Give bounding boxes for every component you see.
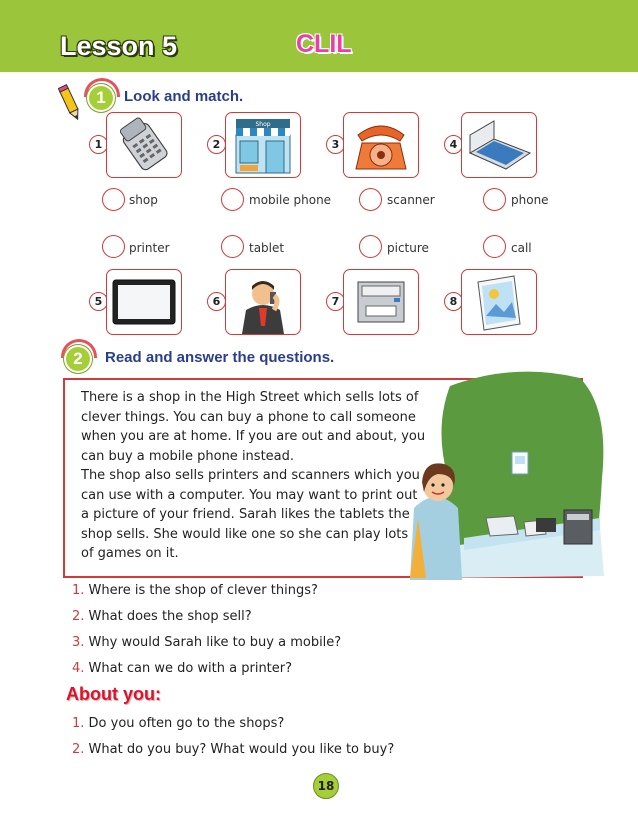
scanner-icon <box>462 113 536 177</box>
passage-line: shop sells. She would like one so she can play lots <box>81 526 409 542</box>
picture-box-4[interactable] <box>461 112 537 178</box>
lesson-title: Lesson 5 <box>60 31 178 61</box>
tablet-icon <box>107 270 181 334</box>
question-number: 1. <box>72 583 85 598</box>
question-text: What do you buy? What would you like to buy? <box>88 742 395 757</box>
answer-circle[interactable] <box>221 235 244 258</box>
about-question-item <box>72 742 394 757</box>
word-option: scanner <box>387 193 435 207</box>
subject-label: CLIL <box>296 30 352 58</box>
picture-box-5[interactable] <box>106 269 182 335</box>
passage-line: The shop also sells printers and scanners which you <box>81 468 420 483</box>
word-option: tablet <box>249 241 285 255</box>
word-option: printer <box>129 241 170 255</box>
question-item <box>72 661 292 676</box>
shop-sign-text: Shop <box>255 121 271 128</box>
section-2-number: 2 <box>66 347 90 371</box>
question-text: Where is the shop of clever things? <box>88 583 318 598</box>
word-option: call <box>511 241 532 255</box>
picture-box-1[interactable] <box>106 112 182 178</box>
passage-line: when you are at home. If you are out and about, you <box>81 429 426 444</box>
answer-circle[interactable] <box>102 235 125 258</box>
question-number: 2. <box>72 742 85 757</box>
question-text: What can we do with a printer? <box>88 661 293 676</box>
answer-circle[interactable] <box>483 235 506 258</box>
picture-box-3[interactable] <box>343 112 419 178</box>
question-item <box>72 583 318 598</box>
question-text: Why would Sarah like to buy a mobile? <box>88 635 342 650</box>
question-item <box>72 635 341 650</box>
picture-number: 3 <box>326 135 345 154</box>
question-number: 1. <box>72 716 85 731</box>
picture-icon <box>462 270 536 334</box>
picture-box-6[interactable] <box>225 269 301 335</box>
section-2-title: Read and answer the questions. <box>105 349 335 366</box>
word-option: shop <box>129 193 158 207</box>
reading-passage-text <box>81 388 441 564</box>
picture-box-2[interactable] <box>225 112 301 178</box>
shop-girl-illustration <box>404 368 610 580</box>
question-item <box>72 609 252 624</box>
passage-line: can use with a computer. You may want to print out <box>81 487 418 503</box>
passage-line: There is a shop in the High Street which sells lots of <box>81 390 419 405</box>
answer-circle[interactable] <box>102 188 125 211</box>
question-number: 3. <box>72 635 85 650</box>
man-on-phone-icon <box>226 270 300 334</box>
word-option: mobile phone <box>249 193 332 207</box>
picture-number: 6 <box>207 292 226 311</box>
question-text: Do you often go to the shops? <box>88 716 285 731</box>
page-number: 18 <box>313 773 339 799</box>
picture-number: 1 <box>89 135 108 154</box>
section-1-title: Look and match. <box>124 88 244 105</box>
picture-number: 8 <box>444 292 463 311</box>
picture-number: 4 <box>444 135 463 154</box>
passage-line: a picture of your friend. Sarah likes the tablets the <box>81 507 410 522</box>
printer-icon <box>344 270 418 334</box>
word-option: phone <box>511 193 549 207</box>
about-question-item <box>72 716 284 731</box>
passage-line: of games on it. <box>81 546 179 561</box>
picture-number: 7 <box>326 292 345 311</box>
picture-box-8[interactable] <box>461 269 537 335</box>
section-1-number: 1 <box>89 86 113 110</box>
mobile-phone-icon <box>107 113 181 177</box>
shop-icon <box>226 113 300 177</box>
passage-line: clever things. You can buy a phone to call someone <box>81 409 416 425</box>
question-number: 2. <box>72 609 85 624</box>
answer-circle[interactable] <box>221 188 244 211</box>
word-option: picture <box>387 241 429 255</box>
answer-circle[interactable] <box>483 188 506 211</box>
passage-line: can buy a mobile phone instead. <box>81 448 295 464</box>
question-text: What does the shop sell? <box>88 609 252 624</box>
pencil-icon <box>58 84 82 124</box>
picture-box-7[interactable] <box>343 269 419 335</box>
answer-circle[interactable] <box>359 188 382 211</box>
about-you-heading: About you: <box>66 684 161 704</box>
picture-number: 5 <box>89 292 108 311</box>
picture-number: 2 <box>207 135 226 154</box>
telephone-icon <box>344 113 418 177</box>
answer-circle[interactable] <box>359 235 382 258</box>
question-number: 4. <box>72 661 85 676</box>
